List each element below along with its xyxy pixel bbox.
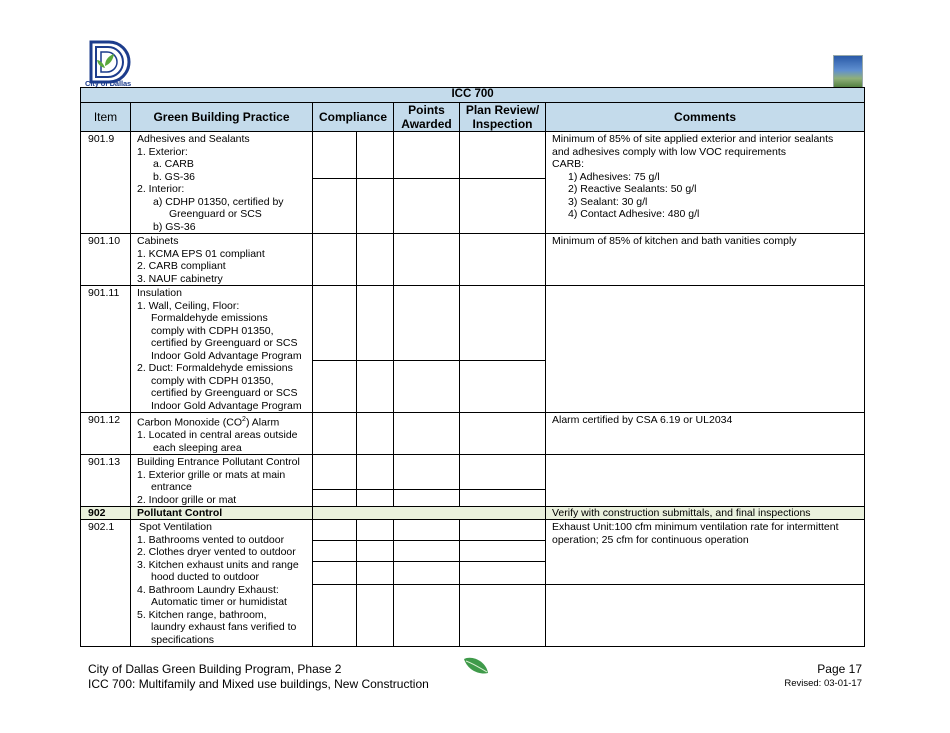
plan-review-cell[interactable] <box>460 179 546 234</box>
footer-document-title: ICC 700: Multifamily and Mixed use buildings, New Construction <box>88 676 429 691</box>
practice-line: each sleeping area <box>153 441 242 454</box>
plan-review-cell[interactable] <box>460 132 546 179</box>
comment-line: 1) Adhesives: 75 g/l <box>568 170 660 183</box>
points-cell[interactable] <box>394 455 460 490</box>
compliance-cell[interactable] <box>357 360 394 412</box>
col-header-practice: Green Building Practice <box>131 103 313 132</box>
practice-line: Formaldehyde emissions <box>151 312 268 324</box>
compliance-cell[interactable] <box>313 360 357 412</box>
plan-review-cell[interactable] <box>460 455 546 490</box>
compliance-cell[interactable] <box>313 413 357 455</box>
section-comment: Verify with construction submittals, and final inspections <box>546 507 865 520</box>
compliance-cell[interactable] <box>313 561 357 584</box>
comments-cell <box>546 413 865 455</box>
practice-line: 1. Exterior: <box>137 145 188 158</box>
practice-line: 3. Kitchen exhaust units and range <box>137 558 299 571</box>
practice-line: Automatic timer or humidistat <box>151 596 287 608</box>
practice-cell <box>131 520 313 647</box>
practice-line: Indoor Gold Advantage Program <box>151 399 302 412</box>
compliance-cell[interactable] <box>357 540 394 561</box>
program-badge-image <box>833 55 863 89</box>
practice-line: 2. Duct: Formaldehyde emissions <box>137 362 293 374</box>
compliance-cell[interactable] <box>357 490 394 507</box>
plan-review-cell[interactable] <box>460 360 546 412</box>
comments-cell <box>546 584 865 646</box>
plan-line2: Inspection <box>472 117 533 131</box>
points-cell[interactable] <box>394 132 460 179</box>
co-alarm-text: Carbon Monoxide (CO <box>137 416 243 429</box>
item-number: 901.10 <box>81 234 131 286</box>
practice-line: Greenguard or SCS <box>169 208 262 220</box>
logo-caption: City of Dallas <box>85 79 132 88</box>
practice-line: 1. Located in central areas outside <box>137 429 298 441</box>
compliance-cell[interactable] <box>313 490 357 507</box>
compliance-cell[interactable] <box>357 132 394 179</box>
practice-cell <box>131 286 313 413</box>
col-header-item: Item <box>81 103 131 132</box>
footer-left <box>88 662 429 691</box>
page-number: Page 17 <box>817 662 862 676</box>
co-alarm-text-end: ) Alarm <box>245 416 280 429</box>
points-cell[interactable] <box>394 490 460 507</box>
comments-cell <box>546 132 865 234</box>
practice-line: 3. NAUF cabinetry <box>137 272 223 285</box>
compliance-cell[interactable] <box>313 540 357 561</box>
table-row <box>81 286 865 361</box>
table-row <box>81 413 865 455</box>
plan-review-cell[interactable] <box>460 520 546 541</box>
item-number: 902.1 <box>81 520 131 647</box>
compliance-cell[interactable] <box>357 561 394 584</box>
table-row <box>81 520 865 541</box>
comments-cell <box>546 520 865 585</box>
section-row <box>81 507 865 520</box>
comments-cell <box>546 455 865 507</box>
table-row <box>81 455 865 490</box>
comment-line: and adhesives comply with low VOC requirements <box>552 145 787 158</box>
practice-line <box>137 414 312 429</box>
comments-cell <box>546 234 865 286</box>
practice-line: laundry exhaust fans verified to <box>151 621 297 633</box>
practice-line: Cabinets <box>137 235 179 247</box>
plan-review-cell[interactable] <box>460 540 546 561</box>
practice-line: 1. KCMA EPS 01 compliant <box>137 247 265 260</box>
compliance-cell[interactable] <box>357 413 394 455</box>
points-cell[interactable] <box>394 179 460 234</box>
plan-review-cell[interactable] <box>460 413 546 455</box>
compliance-cell[interactable] <box>313 132 357 179</box>
plan-review-cell[interactable] <box>460 561 546 584</box>
comment-line: operation; 25 cfm for continuous operation <box>552 533 749 546</box>
practice-line: 5. Kitchen range, bathroom, <box>137 608 267 621</box>
plan-review-cell[interactable] <box>460 234 546 286</box>
item-number: 901.11 <box>81 286 131 413</box>
practice-line: 1. Exterior grille or mats at main <box>137 468 286 481</box>
comment-line: CARB: <box>552 158 585 170</box>
practice-cell <box>131 455 313 507</box>
points-cell[interactable] <box>394 520 460 541</box>
points-cell[interactable] <box>394 286 460 361</box>
practice-line: b. GS-36 <box>153 170 196 183</box>
comment-line: 4) Contact Adhesive: 480 g/l <box>568 208 700 220</box>
compliance-cell[interactable] <box>313 234 357 286</box>
compliance-cell[interactable] <box>357 286 394 361</box>
table-row <box>81 132 865 179</box>
practice-line: certified by Greenguard or SCS <box>151 337 298 349</box>
comment-line: Alarm certified by CSA 6.19 or UL2034 <box>552 414 733 426</box>
compliance-cell[interactable] <box>357 520 394 541</box>
practice-line: 2. CARB compliant <box>137 260 226 272</box>
col-header-plan-review <box>460 103 546 132</box>
practice-line: b) GS-36 <box>153 220 196 233</box>
practice-cell <box>131 413 313 455</box>
icc700-table <box>80 87 865 647</box>
points-line2: Awarded <box>401 117 452 131</box>
col-header-compliance: Compliance <box>313 103 394 132</box>
points-cell[interactable] <box>394 561 460 584</box>
section-blank <box>313 507 546 520</box>
practice-line: Building Entrance Pollutant Control <box>137 456 300 468</box>
column-header-row <box>81 103 865 132</box>
item-number: 901.9 <box>81 132 131 234</box>
compliance-cell[interactable] <box>313 520 357 541</box>
item-number: 901.13 <box>81 455 131 507</box>
points-cell[interactable] <box>394 540 460 561</box>
table-title-row <box>81 88 865 103</box>
practice-line: 1. Wall, Ceiling, Floor: <box>137 299 240 312</box>
comment-line: 3) Sealant: 30 g/l <box>568 195 648 208</box>
table-title: ICC 700 <box>81 88 865 103</box>
compliance-cell[interactable] <box>313 179 357 234</box>
section-number: 902 <box>81 507 131 520</box>
footer-program-title: City of Dallas Green Building Program, Phase 2 <box>88 662 342 676</box>
points-cell[interactable] <box>394 234 460 286</box>
compliance-cell[interactable] <box>357 584 394 646</box>
comment-line: Minimum of 85% of kitchen and bath vanities comply <box>552 235 797 247</box>
footer-right <box>784 662 862 691</box>
practice-line: specifications <box>151 633 215 646</box>
comment-line: 2) Reactive Sealants: 50 g/l <box>568 183 697 195</box>
compliance-cell[interactable] <box>313 455 357 490</box>
leaf-icon <box>462 655 490 677</box>
points-line1: Points <box>408 103 445 117</box>
practice-line: Adhesives and Sealants <box>137 133 250 145</box>
practice-line: entrance <box>151 481 192 493</box>
col-header-comments: Comments <box>546 103 865 132</box>
practice-cell <box>131 132 313 234</box>
comment-line: Exhaust Unit:100 cfm minimum ventilation rate for intermittent <box>552 521 839 533</box>
comment-line: Minimum of 85% of site applied exterior and interior sealants <box>552 133 834 145</box>
practice-line: 1. Bathrooms vented to outdoor <box>137 533 285 546</box>
section-title: Pollutant Control <box>131 507 313 520</box>
practice-line: a. CARB <box>153 158 194 170</box>
revised-date: Revised: 03-01-17 <box>784 677 862 689</box>
points-cell[interactable] <box>394 584 460 646</box>
compliance-cell[interactable] <box>357 234 394 286</box>
plan-review-cell[interactable] <box>460 584 546 646</box>
practice-line: certified by Greenguard or SCS <box>151 387 298 399</box>
comments-cell <box>546 286 865 413</box>
practice-line: 2. Clothes dryer vented to outdoor <box>137 546 296 558</box>
compliance-cell[interactable] <box>357 179 394 234</box>
col-header-points <box>394 103 460 132</box>
practice-line: 4. Bathroom Laundry Exhaust: <box>137 583 279 596</box>
practice-line: a) CDHP 01350, certified by <box>153 195 284 208</box>
practice-line: Indoor Gold Advantage Program <box>151 349 302 362</box>
practice-cell <box>131 234 313 286</box>
practice-line: comply with CDPH 01350, <box>151 374 274 387</box>
plan-line1: Plan Review/ <box>465 103 540 117</box>
plan-review-cell[interactable] <box>460 490 546 507</box>
points-cell[interactable] <box>394 360 460 412</box>
practice-line: Insulation <box>137 287 182 299</box>
practice-line: Spot Ventilation <box>139 521 212 533</box>
practice-line: 2. Indoor grille or mat <box>137 493 237 506</box>
table-row <box>81 234 865 286</box>
plan-review-cell[interactable] <box>460 286 546 361</box>
item-number: 901.12 <box>81 413 131 455</box>
compliance-cell[interactable] <box>313 584 357 646</box>
practice-line: 2. Interior: <box>137 183 185 195</box>
practice-line: hood ducted to outdoor <box>151 571 260 583</box>
compliance-cell[interactable] <box>357 455 394 490</box>
compliance-cell[interactable] <box>313 286 357 361</box>
practice-line: comply with CDPH 01350, <box>151 324 274 337</box>
co-subscript: 2 <box>242 416 246 423</box>
points-cell[interactable] <box>394 413 460 455</box>
